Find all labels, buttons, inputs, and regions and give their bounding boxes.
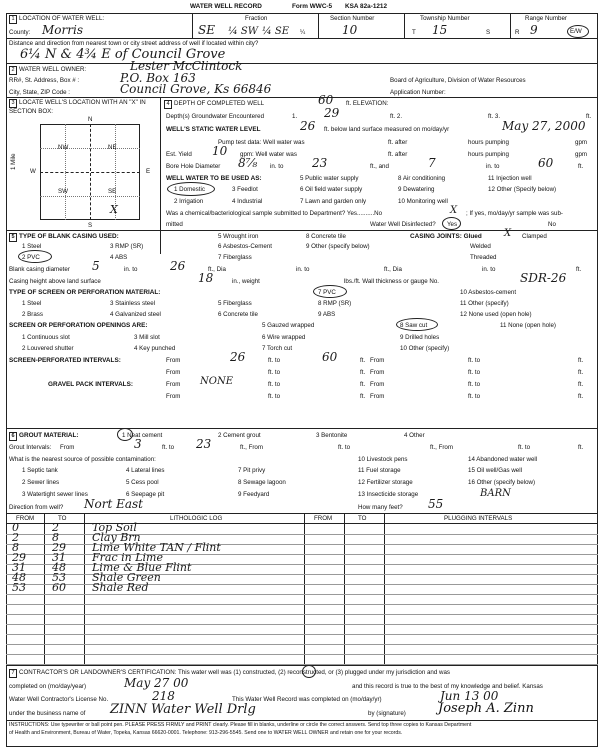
threaded-label: Threaded <box>470 254 497 261</box>
yield-gpm: gpm <box>575 151 588 158</box>
contam-10: 10 Livestock pens <box>358 456 408 463</box>
perf-ft-2: ft. <box>578 357 584 364</box>
owner-value: Lester McClintock <box>130 59 243 73</box>
grout-1-circle <box>117 428 133 441</box>
gravel-from-2: From <box>370 381 385 388</box>
range-r: R <box>515 29 520 36</box>
screen-pvc-circle <box>313 285 347 298</box>
perf-from-label: From <box>166 357 181 364</box>
diameter-in2: in. to <box>296 266 310 273</box>
constructed-circle <box>302 665 316 678</box>
yield-unit: gpm: Well water was <box>240 151 297 158</box>
gravel-label: GRAVEL PACK INTERVALS: <box>48 381 133 388</box>
screen-7: 7 PVC <box>318 289 336 296</box>
bore-ft: ft., and <box>370 163 389 170</box>
township-value: 15 <box>432 23 448 37</box>
use-label: WELL WATER TO BE USED AS: <box>166 175 262 182</box>
county-value: Morris <box>42 23 83 37</box>
range-ew-circle <box>567 25 589 38</box>
township-t: T <box>412 29 416 36</box>
perf-ft-4: ft. <box>578 369 584 376</box>
welded-label: Welded <box>470 243 491 250</box>
log-header-to-2: TO <box>358 515 367 522</box>
log-lithology: Shale Red <box>92 581 149 594</box>
use-4: 4 Industrial <box>232 198 263 205</box>
contam-label: What is the nearest source of possible contamination: <box>9 456 156 463</box>
joints-label: CASING JOINTS: Glued <box>410 233 482 240</box>
use-1: 1 Domestic <box>174 186 205 193</box>
section-2-label: 2 WATER WELL OWNER: <box>9 66 86 75</box>
gw3-label: ft. 3. <box>488 113 501 120</box>
grout-ft-from: ft., From <box>240 444 264 451</box>
grid-south: S <box>88 222 93 229</box>
grout-1: 1 Neat cement <box>122 432 163 439</box>
section-5-label: 5 TYPE OF BLANK CASING USED: <box>9 233 119 242</box>
direction-label: Direction from well? <box>9 504 64 511</box>
static-text: ft. below land surface measured on mo/day/yr <box>324 126 450 133</box>
contam-8: 8 Sewage lagoon <box>238 479 286 486</box>
contam-4: 4 Lateral lines <box>126 467 165 474</box>
opening-6: 6 Wire wrapped <box>262 334 306 341</box>
gravel-ft-2: ft. <box>578 381 584 388</box>
use-6: 6 Oil field water supply <box>300 186 363 193</box>
bore-label: Bore Hole Diameter <box>166 163 221 170</box>
yield-value: 10 <box>212 144 228 158</box>
gw1-num: 1. <box>292 113 298 120</box>
depth-unit: ft. ELEVATION: <box>346 100 389 107</box>
diameter-in3: in. to <box>482 266 496 273</box>
diameter-value: 5 <box>92 259 100 273</box>
gravel-to-3: ft. to <box>268 393 281 400</box>
bore2-value: 7 <box>428 156 436 170</box>
ksa-number: KSA 82a-1212 <box>345 3 388 10</box>
casing-8: 8 Concrete tile <box>306 233 346 240</box>
screen-11: 11 Other (specify) <box>460 300 509 307</box>
contam-2: 2 Sewer lines <box>22 479 60 486</box>
section-number-label: Section Number <box>330 15 375 22</box>
log-row-line <box>6 604 598 605</box>
address-value: P.O. Box 163 <box>120 71 196 85</box>
grid-nw: NW <box>58 144 69 151</box>
opening-7: 7 Torch cut <box>262 345 293 352</box>
yield-hours: hours pumping <box>468 151 509 158</box>
perf-ft: ft. <box>360 357 366 364</box>
static-label: WELL'S STATIC WATER LEVEL <box>166 126 261 133</box>
grid-ne: NE <box>108 144 117 151</box>
perf-to-2: ft. to <box>468 357 481 364</box>
saw-cut-circle <box>396 318 438 331</box>
city-label: City, State, ZIP Code : <box>9 89 70 96</box>
screen-5: 5 Fiberglass <box>218 300 252 307</box>
yield-label: Est. Yield <box>166 151 192 158</box>
pump-label: Pump test data: Well water was <box>218 139 305 146</box>
log-lithology: Top Soil <box>92 521 137 534</box>
range-label: Range Number <box>525 15 567 22</box>
log-header-from-2: FROM <box>314 515 333 522</box>
yield-after: ft. after <box>388 151 408 158</box>
diameter-in: in. to <box>124 266 138 273</box>
log-to: 31 <box>52 551 66 564</box>
log-row-line <box>6 614 598 615</box>
log-header-from: FROM <box>16 515 35 522</box>
log-to: 2 <box>52 521 59 534</box>
opening-10: 10 Other (specify) <box>400 345 450 352</box>
contam-16: 16 Other (specify below) <box>468 479 536 486</box>
contam-3: 3 Watertight sewer lines <box>22 491 88 498</box>
chem-tail: ; If yes, mo/day/yr sample was sub- <box>466 210 563 217</box>
casing-7: 7 Fiberglass <box>218 254 252 261</box>
log-from: 2 <box>12 531 19 544</box>
pump-after: ft. after <box>388 139 408 146</box>
gauge-value: SDR-26 <box>520 271 567 285</box>
screen-4: 4 Galvanized steel <box>110 311 161 318</box>
grout-ft-to: ft. to <box>338 444 351 451</box>
gw-label: Depth(s) Groundwater Encountered <box>166 113 265 120</box>
instructions-2: of Health and Environment, Bureau of Water, Topeka, Kansas 66620-0001. Telephone: 913-296-5545. Send one to WATER WELL OWNER and retain one for your records. <box>9 730 403 736</box>
grid-east: E <box>146 168 151 175</box>
static-value: 26 <box>300 119 316 133</box>
gravel-from-3: From <box>166 393 181 400</box>
grout-intervals-label: Grout Intervals: <box>9 444 52 451</box>
gravel-from-label: From <box>166 381 181 388</box>
grid-north: N <box>88 116 93 123</box>
grout-4: 4 Other <box>404 432 425 439</box>
grout-ft-to-2: ft. to <box>518 444 531 451</box>
perf-from: 26 <box>230 350 246 364</box>
chem-question: Was a chemical/bacteriological sample submitted to Department? Yes..........No <box>166 210 383 217</box>
contam-other-value: BARN <box>480 488 511 499</box>
chem-x: X <box>450 205 458 216</box>
township-label: Township Number <box>420 15 470 22</box>
grout-ft: ft. <box>578 444 584 451</box>
grout-from: 3 <box>134 437 142 451</box>
record-label: This Water Well Record was completed on (mo/day/yr) <box>232 696 382 703</box>
screen-label: TYPE OF SCREEN OR PERFORATION MATERIAL: <box>9 289 161 296</box>
feet-value: 55 <box>428 497 444 511</box>
joints-x: X <box>504 228 512 239</box>
screen-2: 2 Brass <box>22 311 43 318</box>
contam-1: 1 Septic tank <box>22 467 58 474</box>
business-value: ZINN Water Well Drlg <box>110 702 256 717</box>
screen-8: 8 RMP (SR) <box>318 300 352 307</box>
range-value: 9 <box>530 23 538 37</box>
casing-9: 9 Other (specify below) <box>306 243 370 250</box>
use-1-circle <box>167 182 215 196</box>
distance-value: 6¼ N & 4¾ E of Council Grove <box>20 47 226 62</box>
casing-pvc-circle <box>18 250 52 263</box>
log-from: 29 <box>12 551 26 564</box>
openings-label: SCREEN OR PERFORATION OPENINGS ARE: <box>9 322 148 329</box>
fraction-label: Fraction <box>245 15 268 22</box>
log-from: 0 <box>12 521 19 534</box>
contam-11: 11 Fuel storage <box>358 467 401 474</box>
gravel-ft: ft. <box>360 381 366 388</box>
depth-value: 60 <box>318 93 334 107</box>
log-to: 60 <box>52 581 66 594</box>
log-row-line <box>6 644 598 645</box>
casing-6: 6 Asbestos-Cement <box>218 243 272 250</box>
chem-submitted: mitted <box>166 221 183 228</box>
height-in: in., weight <box>232 278 260 285</box>
bore-in: in. to <box>270 163 284 170</box>
grid-se: SE <box>108 188 117 195</box>
perf-from-4: From <box>370 369 385 376</box>
grid-sw: SW <box>58 188 68 195</box>
log-lithology: Clay Brn <box>92 531 141 544</box>
contam-9: 9 Feedyard <box>238 491 270 498</box>
opening-9: 9 Drilled holes <box>400 334 440 341</box>
screen-9: 9 ABS <box>318 311 336 318</box>
fraction-2: ¼ SW <box>228 26 258 37</box>
grid-west: W <box>30 168 36 175</box>
bore-to: 23 <box>312 156 328 170</box>
range-ew: E/W <box>570 28 582 35</box>
diameter-to: 26 <box>170 259 186 273</box>
casing-4: 4 ABS <box>110 254 128 261</box>
opening-2: 2 Louvered shutter <box>22 345 74 352</box>
gravel-ft-3: ft. <box>360 393 366 400</box>
use-5: 5 Public water supply <box>300 175 359 182</box>
section-6-label: 6 GROUT MATERIAL: <box>9 432 79 441</box>
perf-from-2: From <box>370 357 385 364</box>
perf-from-3: From <box>166 369 181 376</box>
height-label: Casing height above land surface <box>9 278 101 285</box>
log-from: 31 <box>12 561 26 574</box>
section-4-label: 4 DEPTH OF COMPLETED WELL <box>164 100 264 109</box>
grout-3: 3 Bentonite <box>316 432 348 439</box>
gw2-label: ft. 2. <box>390 113 403 120</box>
opening-1: 1 Continuous slot <box>22 334 70 341</box>
township-s: S <box>486 29 491 36</box>
gravel-to-4: ft. to <box>468 393 481 400</box>
section-1-label: 1 LOCATION OF WATER WELL: <box>9 15 104 24</box>
gravel-to-2: ft. to <box>468 381 481 388</box>
business-label: under the business name of <box>9 710 86 717</box>
use-9: 9 Dewatering <box>398 186 435 193</box>
board-label: Board of Agriculture, Division of Water Resources <box>390 77 526 84</box>
fraction-4: ¼ <box>300 29 306 36</box>
log-lithology: Shale Green <box>92 571 161 584</box>
grout-to-label: ft. to <box>162 444 175 451</box>
perf-ft-3: ft. <box>360 369 366 376</box>
perf-to-3: ft. to <box>268 369 281 376</box>
log-from: 8 <box>12 541 19 554</box>
contam-6: 6 Seepage pit <box>126 491 165 498</box>
opening-4: 4 Key punched <box>134 345 176 352</box>
opening-3: 3 Mill slot <box>134 334 160 341</box>
screen-12: 12 None used (open hole) <box>460 311 532 318</box>
use-12: 12 Other (Specify below) <box>488 186 557 193</box>
log-row-line <box>6 634 598 635</box>
log-to: 29 <box>52 541 66 554</box>
contam-12: 12 Fertilizer storage <box>358 479 413 486</box>
perf-to: 60 <box>322 350 338 364</box>
disinfected-yes-circle <box>442 217 461 230</box>
log-to: 8 <box>52 531 59 544</box>
perf-to-4: ft. to <box>468 369 481 376</box>
bore-value: 8⅞ <box>238 156 258 170</box>
perf-to-label: ft. to <box>268 357 281 364</box>
diameter-ft3: ft. <box>576 266 582 273</box>
contam-13: 13 Insecticide storage <box>358 491 419 498</box>
casing-5: 5 Wrought iron <box>218 233 259 240</box>
log-to: 53 <box>52 571 66 584</box>
use-10: 10 Monitoring well <box>398 198 448 205</box>
diameter-ft: ft., Dia <box>208 266 226 273</box>
log-from: 53 <box>12 581 26 594</box>
opening-5: 5 Gauzed wrapped <box>262 322 315 329</box>
casing-2: 2 PVC <box>22 254 40 261</box>
log-row-line <box>6 594 598 595</box>
gravel-from: NONE <box>200 376 233 387</box>
log-to: 48 <box>52 561 66 574</box>
static-date: May 27, 2000 <box>502 119 586 133</box>
screen-1: 1 Steel <box>22 300 42 307</box>
bore2-ft: ft. <box>578 163 584 170</box>
license-value: 218 <box>152 689 175 703</box>
disinfected-label: Water Well Disinfected? <box>370 221 436 228</box>
grout-to: 23 <box>196 437 212 451</box>
gw-end: ft. <box>586 113 592 120</box>
grout-from-label: From <box>60 444 75 451</box>
pump-gpm: gpm <box>575 139 588 146</box>
instructions-1: INSTRUCTIONS: Use typewriter or ball point pen. PLEASE PRESS FIRMLY and PRINT clearly. Please fill in blanks, underline or circle the correct answers. Send top three copies to Kansas Department <box>9 722 472 728</box>
opening-11: 11 None (open hole) <box>500 322 556 329</box>
log-header-plugging: PLUGGING INTERVALS <box>444 515 513 522</box>
distance-label: Distance and direction from nearest town or city street address of well if located within city? <box>9 40 259 47</box>
log-row-line <box>6 654 598 655</box>
grout-ft-from-2: ft., From <box>430 444 454 451</box>
log-lithology: Lime & Blue Flint <box>92 561 192 574</box>
application-label: Application Number: <box>390 89 446 96</box>
perf-label: SCREEN-PERFORATED INTERVALS: <box>9 357 121 364</box>
opening-8: 8 Saw cut <box>400 322 428 329</box>
city-value: Council Grove, Ks 66846 <box>120 82 272 96</box>
use-11: 11 Injection well <box>488 175 532 182</box>
bore2-to: 60 <box>538 156 554 170</box>
gravel-from-4: From <box>370 393 385 400</box>
address-label: RR#, St. Address, Box # : <box>9 77 80 84</box>
feet-label: How many feet? <box>358 504 403 511</box>
log-header-lithologic: LITHOLOGIC LOG <box>170 515 223 522</box>
mile-label: 1 Mile <box>10 153 17 170</box>
signature: Joseph A. Zinn <box>438 701 534 716</box>
section-7-label: 7 CONTRACTOR'S OR LANDOWNER'S CERTIFICATION: This water well was (1) constructed, (2) reconstructed, or (3) plugged under my jurisdiction and was <box>9 669 450 678</box>
use-3: 3 Feedlot <box>232 186 258 193</box>
contam-15: 15 Oil well/Gas well <box>468 467 522 474</box>
log-lithology: Frac in Lime <box>92 551 163 564</box>
true-text: and this record is true to the best of my knowledge and belief. Kansas <box>352 683 543 690</box>
screen-3: 3 Stainless steel <box>110 300 156 307</box>
casing-3: 3 RMP (SR) <box>110 243 144 250</box>
license-label: Water Well Contractor's License No. <box>9 696 109 703</box>
casing-1: 1 Steel <box>22 243 42 250</box>
clamped-label: Clamped <box>522 233 547 240</box>
county-label: County: <box>9 29 31 36</box>
record-date: Jun 13 00 <box>440 689 499 703</box>
use-8: 8 Air conditioning <box>398 175 446 182</box>
completed-value: May 27 00 <box>124 676 189 690</box>
fraction-1: SE <box>198 23 215 37</box>
log-from: 48 <box>12 571 26 584</box>
bore2-in: in. to <box>486 163 500 170</box>
form-title: WATER WELL RECORD <box>190 3 262 10</box>
use-7: 7 Lawn and garden only <box>300 198 367 205</box>
gw1-value: 29 <box>324 106 340 120</box>
disinfected-no: No <box>548 221 556 228</box>
height-value: 18 <box>198 271 214 285</box>
contam-14: 14 Abandoned water well <box>468 456 538 463</box>
well-location-x: X <box>110 203 118 216</box>
contam-5: 5 Cess pool <box>126 479 159 486</box>
log-lithology: Lime White TAN / Flint <box>92 541 221 554</box>
log-header-to: TO <box>58 515 67 522</box>
weight-tail: lbs./ft. Wall thickness or gauge No. <box>344 278 440 285</box>
section-number-value: 10 <box>342 23 358 37</box>
completed-label: completed on (mo/day/year) <box>9 683 87 690</box>
screen-6: 6 Concrete tile <box>218 311 258 318</box>
gravel-to-label: ft. to <box>268 381 281 388</box>
use-2: 2 Irrigation <box>174 198 204 205</box>
fraction-3: ¼ SE <box>262 26 290 37</box>
log-row-line <box>6 624 598 625</box>
screen-10: 10 Asbestos-cement <box>460 289 517 296</box>
diameter-ft2: ft., Dia <box>384 266 402 273</box>
direction-value: Nort East <box>84 497 143 511</box>
diameter-label: Blank casing diameter <box>9 266 70 273</box>
section-3-label: 3 LOCATE WELL'S LOCATION WITH AN "X" IN SECTION BOX: <box>9 99 146 115</box>
contam-7: 7 Pit privy <box>238 467 266 474</box>
disinfected-yes: Yes <box>447 221 458 228</box>
grout-2: 2 Cement grout <box>218 432 261 439</box>
pump-hours: hours pumping <box>468 139 509 146</box>
signature-label: by (signature) <box>368 710 406 717</box>
gravel-ft-4: ft. <box>578 393 584 400</box>
form-number: Form WWC-5 <box>292 3 333 10</box>
